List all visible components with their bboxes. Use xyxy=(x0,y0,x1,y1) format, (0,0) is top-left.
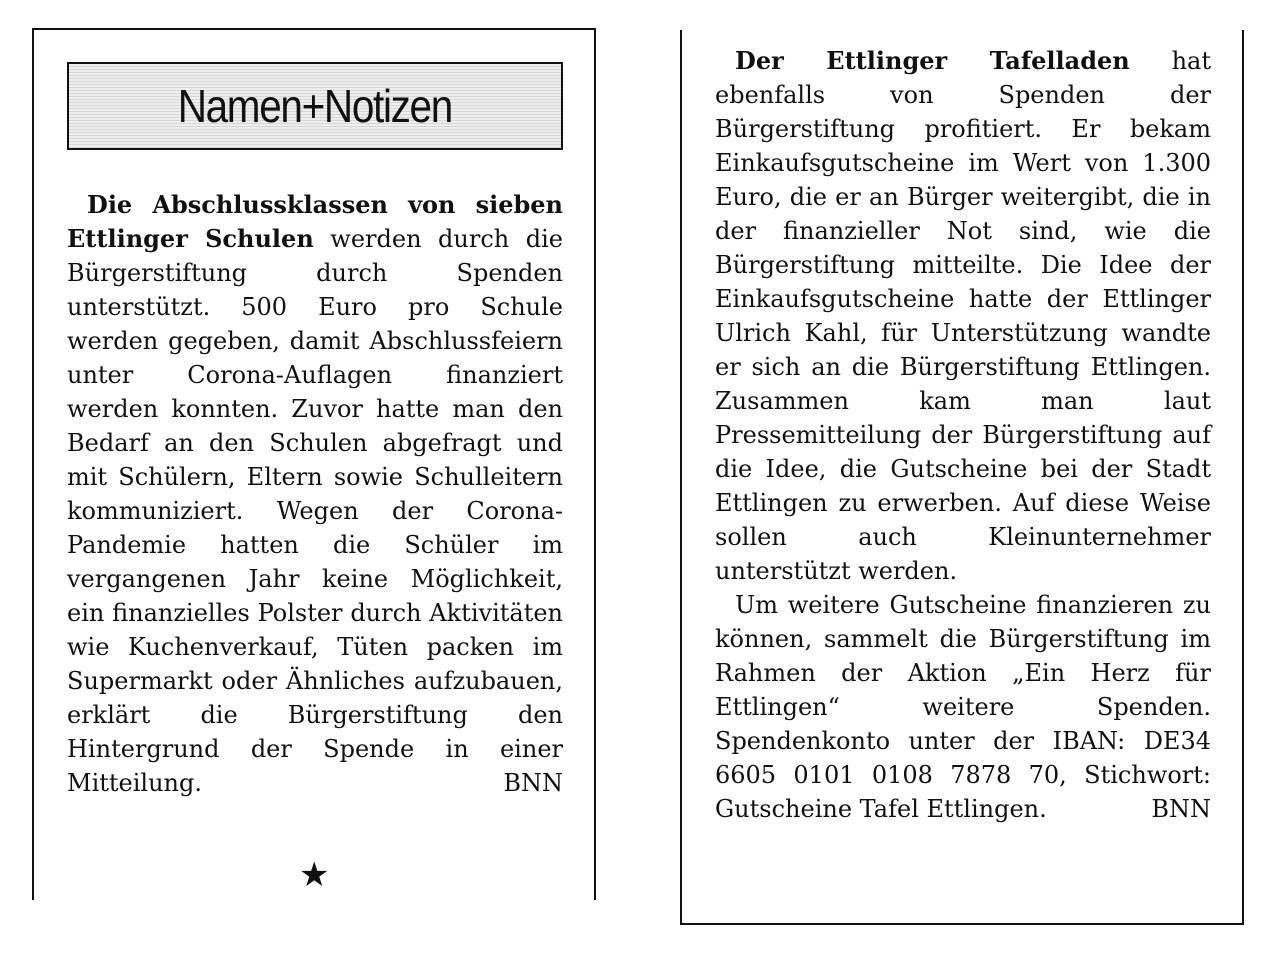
section-header-box xyxy=(67,62,563,150)
article-signature: BNN xyxy=(503,769,563,797)
article-tafelladen xyxy=(715,44,1211,826)
left-column xyxy=(32,28,596,900)
article-body: hat ebenfalls von Spenden der Bürgerstiftung profitiert. Er bekam Einkaufsgutscheine im Wert von 1.300 Euro, die er an Bürger weitergibt, die in der finanzieller Not sind, wie die Bürgerstiftung mitteilte. Die Idee der Einkaufsgutscheine hatte der Ettlinger Ulrich Kahl, für Unterstützung wandte er sich an die Bürgerstiftung Ettlingen. Zusammen kam man laut Pressemitteilung der Bürgerstiftung auf die Idee, die Gutscheine bei der Stadt Ettlingen zu erwerben. Auf diese Weise sollen auch Kleinunternehmer unterstützt werden. xyxy=(715,47,1211,585)
section-title: Namen+Notizen xyxy=(177,80,453,132)
article-body: Um weitere Gutscheine finanzieren zu können, sammelt die Bürgerstiftung im Rahmen der Aktion „Ein Herz für Ettlingen“ weitere Spenden. Spendenkonto unter der IBAN: DE34 6605 0101 0108 7878 70, Stichwort: Gutscheine Tafel Ettlingen. xyxy=(715,591,1211,823)
article-lead: Der Ettlinger Tafelladen xyxy=(735,46,1130,75)
article-schools xyxy=(67,188,563,800)
article-body: werden durch die Bürgerstiftung durch Spenden unterstützt. 500 Euro pro Schule werden gegeben, damit Abschlussfeiern unter Corona-Auflagen finanziert werden konnten. Zuvor hatte man den Bedarf an den Schulen abgefragt und mit Schülern, Eltern sowie Schulleitern kommuniziert. Wegen der Corona-Pandemie hatten die Schüler im vergangenen Jahr keine Möglichkeit, ein finanzielles Polster durch Aktivitäten wie Kuchenverkauf, Tüten packen im Supermarkt oder Ähnliches aufzubauen, erklärt die Bürgerstiftung den Hintergrund der Spende in einer Mitteilung. xyxy=(67,225,563,797)
article-paragraph-1 xyxy=(715,44,1211,588)
right-column xyxy=(680,30,1244,925)
article-lead: Die Abschlussklassen von sieben Ettlinger Schulen xyxy=(67,190,563,253)
article-signature: BNN xyxy=(1151,795,1211,823)
article-paragraph-2 xyxy=(715,588,1211,826)
star-separator-icon: ★ xyxy=(299,855,330,895)
article-paragraph xyxy=(67,188,563,800)
